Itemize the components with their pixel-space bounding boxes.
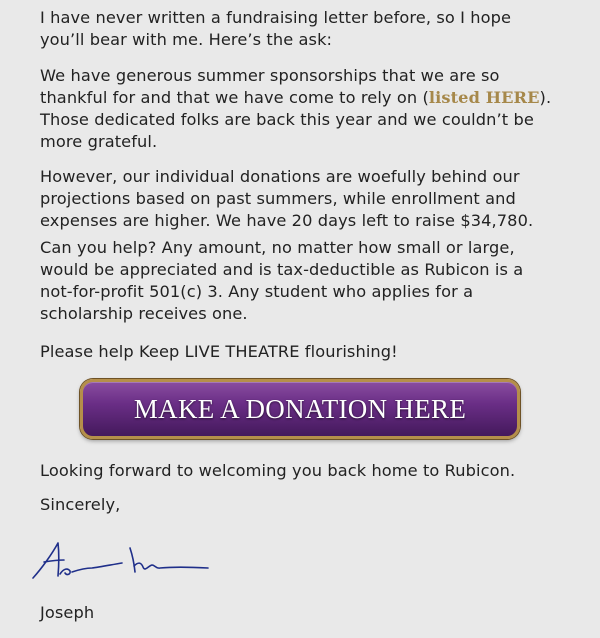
signer-name: Joseph: [40, 603, 95, 622]
sponsorship-text-end: ). Those dedicated folks are back this year and we couldn’t be more grateful.: [40, 88, 552, 151]
donations-paragraph: However, our individual donations are woefully behind our projections based on past summers, while enrollment and expenses are higher. We have 20 days left to raise $34,780.: [40, 167, 534, 230]
intro-paragraph: I have never written a fundraising letter before, so I hope you’ll bear with me. Here’s the ask:: [40, 8, 512, 49]
sign-off: Sincerely,: [40, 495, 121, 514]
closing-paragraph: Looking forward to welcoming you back home to Rubicon.: [40, 461, 516, 480]
sponsors-list-link[interactable]: listed HERE: [428, 88, 540, 107]
sponsorship-text-start: We have generous summer sponsorships that we are so thankful for and that we have come to rely on (: [40, 66, 500, 107]
make-donation-button[interactable]: MAKE A DONATION HERE: [80, 379, 520, 439]
call-to-action-text: Please help Keep LIVE THEATRE flourishing!: [40, 342, 398, 361]
handwritten-signature: [30, 538, 220, 598]
sponsorship-paragraph: [40, 65, 560, 153]
ask-paragraph: Can you help? Any amount, no matter how small or large, would be appreciated and is tax-deductible as Rubicon is a not-for-profit 501(c) 3. Any student who applies for a scholarship receives one.: [40, 238, 524, 323]
